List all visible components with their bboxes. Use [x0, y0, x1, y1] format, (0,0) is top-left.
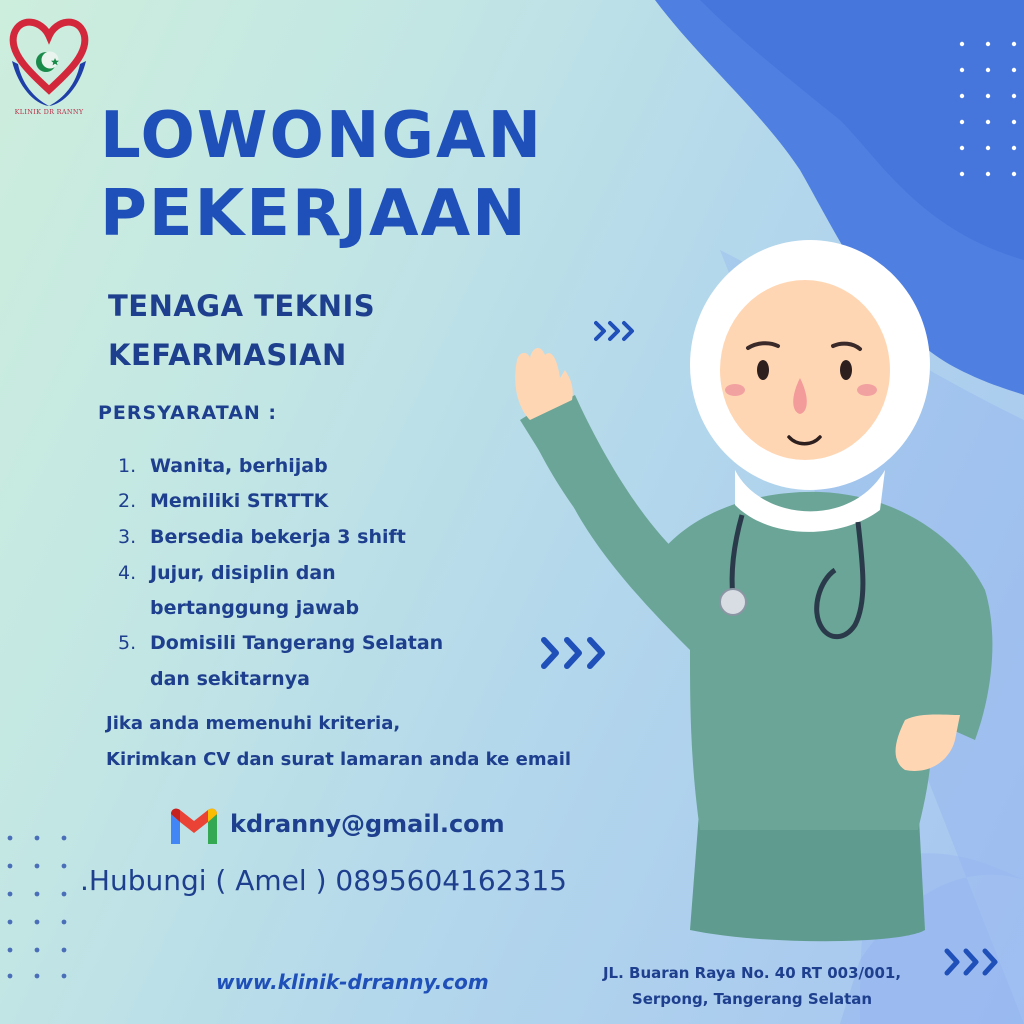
requirement-number: 1.	[118, 455, 137, 477]
triple-chevron-right-icon	[594, 320, 642, 342]
contact-email[interactable]: kdranny@gmail.com	[230, 810, 505, 838]
requirement-text: Memiliki STRTTK	[150, 490, 329, 512]
cta-line-2: Kirimkan CV dan surat lamaran anda ke email	[106, 749, 572, 770]
logo-text: KLINIK DR RANNY	[14, 108, 84, 116]
requirement-number: 2.	[118, 490, 137, 512]
requirement-number: 5.	[118, 632, 137, 654]
requirement-text: Domisili Tangerang Selatan	[150, 632, 444, 654]
website-link[interactable]: www.klinik-drranny.com	[216, 970, 489, 994]
headline-line-2: PEKERJAAN	[100, 177, 528, 251]
gmail-icon	[168, 806, 220, 848]
address-line-2: Serpong, Tangerang Selatan	[631, 990, 873, 1008]
position-title-line-1: TENAGA TEKNIS	[108, 289, 376, 323]
clinic-logo	[4, 6, 94, 118]
triple-chevron-right-icon	[944, 948, 1006, 976]
requirement-text: Bersedia bekerja 3 shift	[150, 526, 406, 548]
position-title-line-2: KEFARMASIAN	[108, 338, 347, 372]
requirement-text: Wanita, berhijab	[150, 455, 328, 477]
headline-line-1: LOWONGAN	[100, 99, 544, 173]
triple-chevron-right-icon	[540, 636, 616, 670]
requirement-text-continued: bertanggung jawab	[150, 597, 360, 619]
cta-line-1: Jika anda memenuhi kriteria,	[106, 713, 401, 734]
contact-phone[interactable]: .Hubungi ( Amel ) 0895604162315	[80, 864, 567, 897]
address-line-1: JL. Buaran Raya No. 40 RT 003/001,	[602, 964, 902, 982]
requirements-heading: PERSYARATAN :	[98, 402, 278, 424]
requirement-number: 4.	[118, 562, 137, 584]
address	[566, 960, 938, 1012]
requirement-text-continued: dan sekitarnya	[150, 668, 310, 690]
requirement-number: 3.	[118, 526, 137, 548]
requirement-text: Jujur, disiplin dan	[150, 562, 336, 584]
